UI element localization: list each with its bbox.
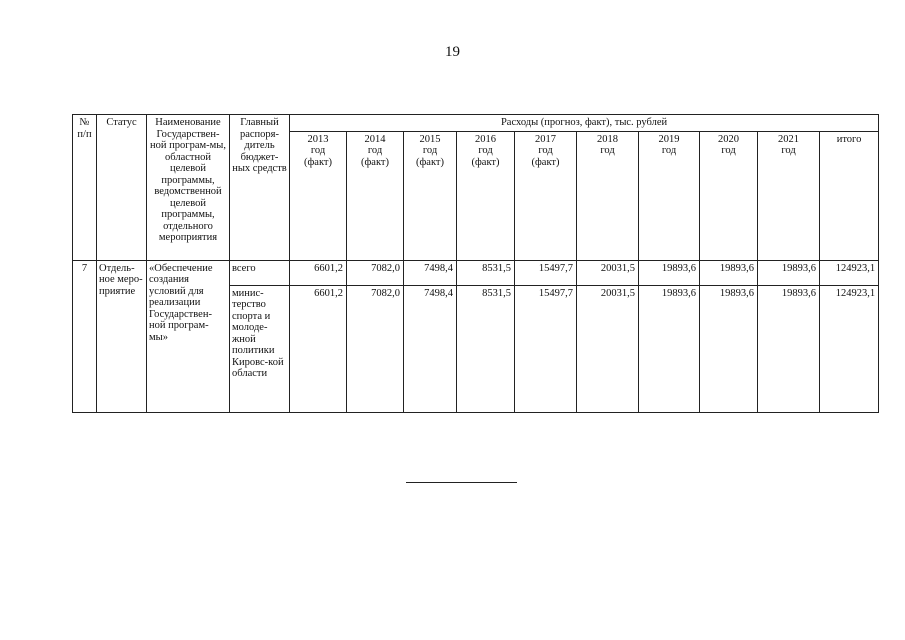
year-word: год [661, 145, 677, 157]
year-fact: (факт) [303, 156, 332, 168]
value-cell: 19893,6 [639, 260, 700, 285]
header-year-2017 [515, 131, 577, 260]
budget-table [72, 114, 879, 413]
header-year-2016 [457, 131, 515, 260]
year-word: год [600, 145, 615, 157]
year-word: год [367, 145, 383, 157]
year-label: 2017 [535, 133, 556, 145]
value-cell: 20031,5 [577, 285, 639, 412]
year-fact: (факт) [471, 156, 500, 168]
header-budget-manager: Главный распоря-дитель бюджет-ных средств [230, 115, 290, 261]
row-program-name: «Обеспечение создания условий для реализации Государствен-ной програм-мы» [147, 260, 230, 412]
row-number: 7 [73, 260, 97, 412]
row-manager-total: всего [230, 260, 290, 285]
value-cell: 6601,2 [290, 285, 347, 412]
year-fact: (факт) [531, 156, 560, 168]
year-fact: (факт) [360, 156, 389, 168]
value-cell: 8531,5 [457, 260, 515, 285]
value-cell: 7082,0 [347, 285, 404, 412]
header-year-2013 [290, 131, 347, 260]
value-cell: 19893,6 [700, 285, 758, 412]
table-row [73, 260, 879, 285]
value-cell: 15497,7 [515, 260, 577, 285]
value-cell: 19893,6 [700, 260, 758, 285]
header-total: итого [820, 131, 879, 260]
value-cell: 7082,0 [347, 260, 404, 285]
value-cell: 8531,5 [457, 285, 515, 412]
year-label: 2018 [597, 133, 618, 145]
year-word: год [422, 145, 438, 157]
year-word: год [781, 145, 796, 157]
header-year-2014 [347, 131, 404, 260]
page-number: 19 [445, 44, 460, 60]
header-expenses: Расходы (прогноз, факт), тыс. рублей [290, 115, 879, 132]
year-label: 2015 [419, 133, 441, 145]
year-label: 2021 [778, 133, 799, 145]
value-cell: 20031,5 [577, 260, 639, 285]
value-cell: 7498,4 [404, 285, 457, 412]
year-word: год [310, 145, 326, 157]
header-year-2015 [404, 131, 457, 260]
header-year-2020 [700, 131, 758, 260]
year-word: год [478, 145, 493, 157]
row-status: Отдель-ное меро-приятие [97, 260, 147, 412]
year-label: 2013 [307, 133, 329, 145]
header-year-2019 [639, 131, 700, 260]
year-label: 2019 [658, 133, 680, 145]
header-year-2021 [758, 131, 820, 260]
header-row-1 [73, 115, 879, 132]
year-word: год [721, 145, 736, 157]
total-cell: 124923,1 [820, 260, 879, 285]
header-status: Статус [97, 115, 147, 261]
value-cell: 19893,6 [758, 260, 820, 285]
header-year-2018 [577, 131, 639, 260]
year-label: 2016 [475, 133, 496, 145]
value-cell: 19893,6 [758, 285, 820, 412]
header-program-name: Наименование Государствен-ной програм-мы, областной целевой программы, ведомственной целевой программы, отдельного мероприятия [147, 115, 230, 261]
year-fact: (факт) [415, 156, 444, 168]
value-cell: 7498,4 [404, 260, 457, 285]
year-label: 2014 [364, 133, 386, 145]
value-cell: 15497,7 [515, 285, 577, 412]
year-label: 2020 [718, 133, 739, 145]
total-cell: 124923,1 [820, 285, 879, 412]
header-num: № п/п [73, 115, 97, 261]
row-manager-ministry: минис-терство спорта и молоде-жной политики Кировс-кой области [230, 285, 290, 412]
footer-divider [406, 482, 517, 483]
value-cell: 6601,2 [290, 260, 347, 285]
value-cell: 19893,6 [639, 285, 700, 412]
year-word: год [538, 145, 553, 157]
